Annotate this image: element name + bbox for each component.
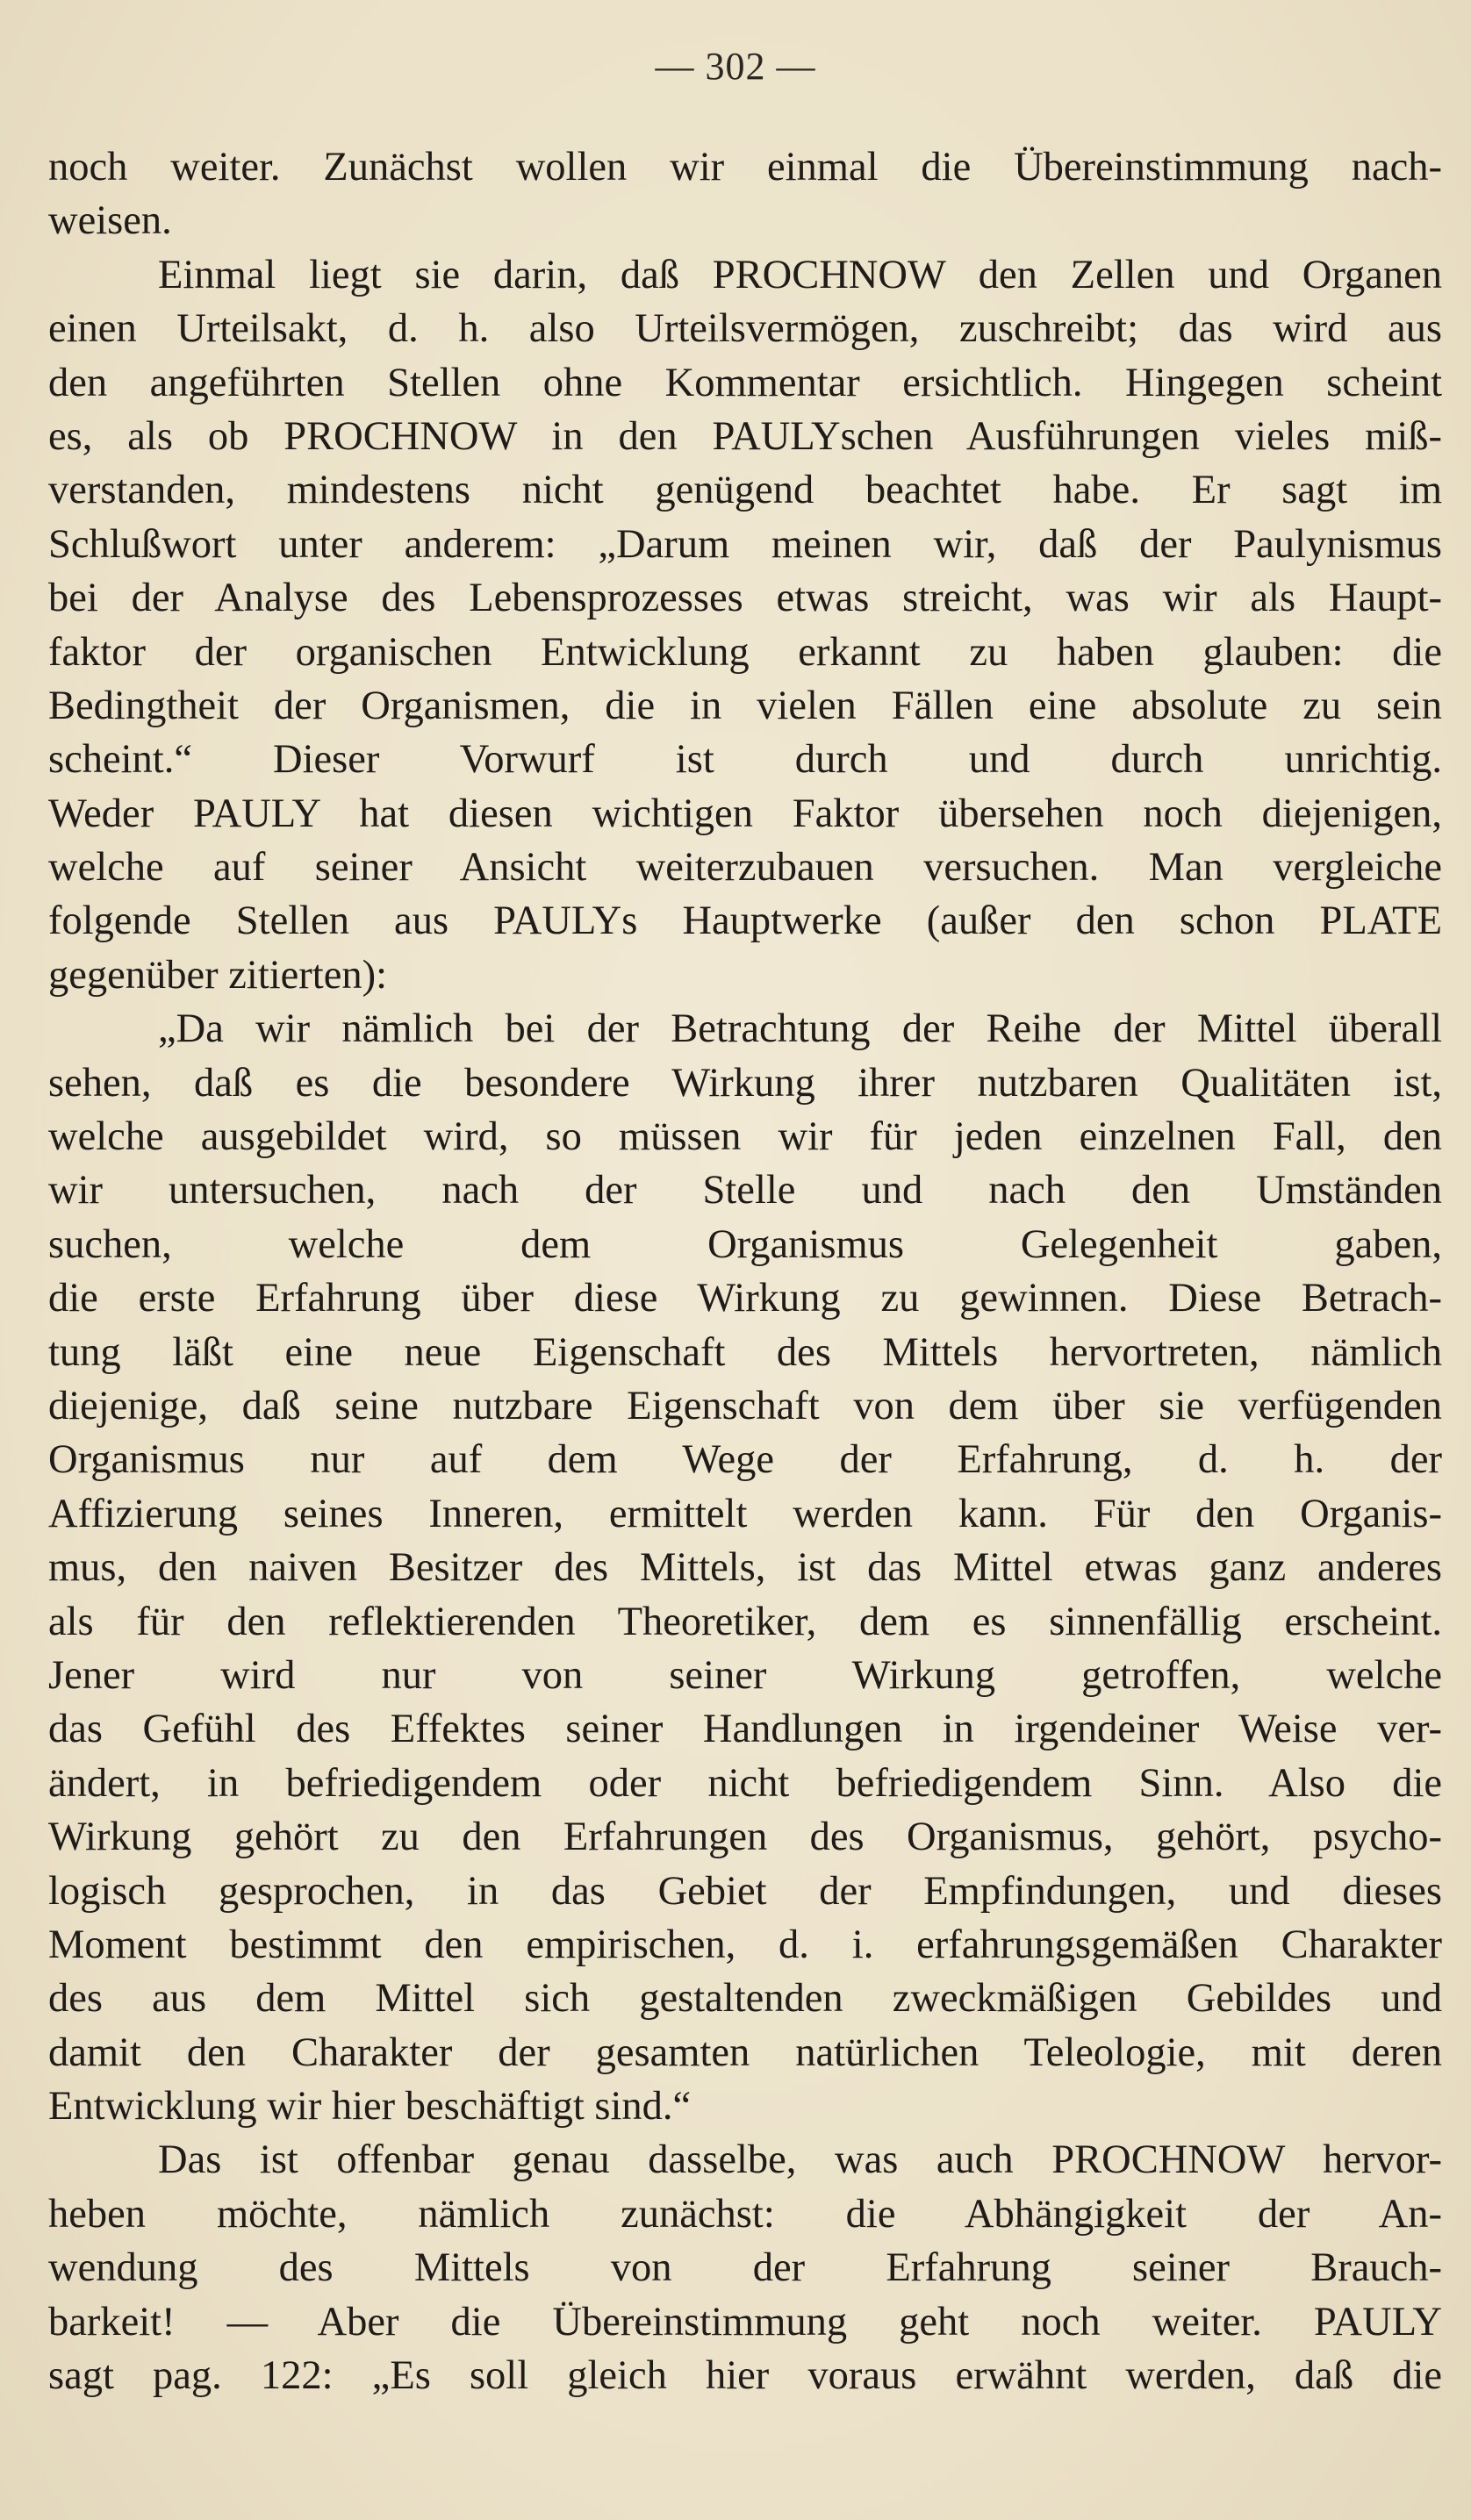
- text-line: wendung des Mittels von der Erfahrung seiner Brauch-: [48, 2245, 1442, 2291]
- text-line: Entwicklung wir hier beschäftigt sind.“: [48, 2084, 692, 2130]
- text-line: logisch gesprochen, in das Gebiet der Empfindungen, und dieses: [48, 1868, 1442, 1914]
- text-line: gegenüber zitierten):: [48, 952, 388, 998]
- text-line: tung läßt eine neue Eigenschaft des Mittels hervortreten, nämlich: [48, 1329, 1442, 1375]
- text-line: sehen, daß es die besondere Wirkung ihrer nutzbaren Qualitäten ist,: [48, 1060, 1442, 1106]
- text-line: verstanden, mindestens nicht genügend beachtet habe. Er sagt im: [48, 468, 1442, 513]
- text-line: ändert, in befriedigendem oder nicht befriedigendem Sinn. Also die: [48, 1760, 1442, 1806]
- text-line: welche ausgebildet wird, so müssen wir für jeden einzelnen Fall, den: [48, 1114, 1442, 1160]
- page-number: — 302 —: [655, 45, 816, 88]
- text-line: Schlußwort unter anderem: „Darum meinen wir, daß der Paulynismus: [48, 521, 1442, 567]
- text-line: den angeführten Stellen ohne Kommentar ersichtlich. Hingegen scheint: [48, 360, 1442, 405]
- text-line: es, als ob PROCHNOW in den PAULYschen Ausführungen vieles miß-: [48, 413, 1442, 459]
- text-line: einen Urteilsakt, d. h. also Urteilsvermögen, zuschreibt; das wird aus: [48, 306, 1442, 352]
- text-line: Einmal liegt sie darin, daß PROCHNOW den Zellen und Organen: [158, 252, 1442, 297]
- text-line: weisen.: [48, 198, 172, 244]
- text-line: Das ist offenbar genau dasselbe, was auch PROCHNOW hervor-: [158, 2137, 1442, 2183]
- text-line: „Da wir nämlich bei der Betrachtung der Reihe der Mittel überall: [158, 1006, 1442, 1052]
- text-line: bei der Analyse des Lebensprozesses etwas streicht, was wir als Haupt-: [48, 576, 1442, 621]
- text-line: welche auf seiner Ansicht weiterzubauen versuchen. Man vergleiche: [48, 845, 1442, 891]
- text-line: sagt pag. 122: „Es soll gleich hier voraus erwähnt werden, daß die: [48, 2353, 1442, 2399]
- text-line: das Gefühl des Effektes seiner Handlungen in irgendeiner Weise ver-: [48, 1707, 1442, 1752]
- text-line: des aus dem Mittel sich gestaltenden zweckmäßigen Gebildes und: [48, 1976, 1442, 2022]
- text-line: folgende Stellen aus PAULYs Hauptwerke (außer den schon PLATE: [48, 898, 1442, 944]
- text-line: Jener wird nur von seiner Wirkung getroffen, welche: [48, 1652, 1442, 1698]
- text-line: noch weiter. Zunächst wollen wir einmal die Übereinstimmung nach-: [48, 145, 1442, 190]
- text-line: barkeit! — Aber die Übereinstimmung geht noch weiter. PAULY: [48, 2299, 1442, 2345]
- text-line: als für den reflektierenden Theoretiker, dem es sinnenfällig erscheint.: [48, 1599, 1442, 1644]
- text-line: faktor der organischen Entwicklung erkannt zu haben glauben: die: [48, 629, 1442, 675]
- text-line: Affizierung seines Inneren, ermittelt werden kann. Für den Organis-: [48, 1491, 1442, 1536]
- text-line: scheint.“ Dieser Vorwurf ist durch und durch unrichtig.: [48, 737, 1442, 783]
- text-line: suchen, welche dem Organismus Gelegenheit gaben,: [48, 1221, 1442, 1267]
- text-line: Weder PAULY hat diesen wichtigen Faktor übersehen noch diejenigen,: [48, 791, 1442, 836]
- text-line: diejenige, daß seine nutzbare Eigenschaft von dem über sie verfügenden: [48, 1383, 1442, 1428]
- text-line: damit den Charakter der gesamten natürlichen Teleologie, mit deren: [48, 2030, 1442, 2075]
- body-text: [48, 140, 1442, 2402]
- text-line: mus, den naiven Besitzer des Mittels, ist das Mittel etwas ganz anderes: [48, 1545, 1442, 1591]
- text-line: Wirkung gehört zu den Erfahrungen des Organismus, gehört, psycho-: [48, 1815, 1442, 1860]
- text-line: heben möchte, nämlich zunächst: die Abhängigkeit der An-: [48, 2191, 1442, 2237]
- text-line: Organismus nur auf dem Wege der Erfahrung, d. h. der: [48, 1437, 1442, 1483]
- text-line: Bedingtheit der Organismen, die in vielen Fällen eine absolute zu sein: [48, 683, 1442, 728]
- text-line: Moment bestimmt den empirischen, d. i. erfahrungsgemäßen Charakter: [48, 1922, 1442, 1967]
- text-line: wir untersuchen, nach der Stelle und nach den Umständen: [48, 1168, 1442, 1213]
- text-line: die erste Erfahrung über diese Wirkung zu gewinnen. Diese Betrach-: [48, 1276, 1442, 1321]
